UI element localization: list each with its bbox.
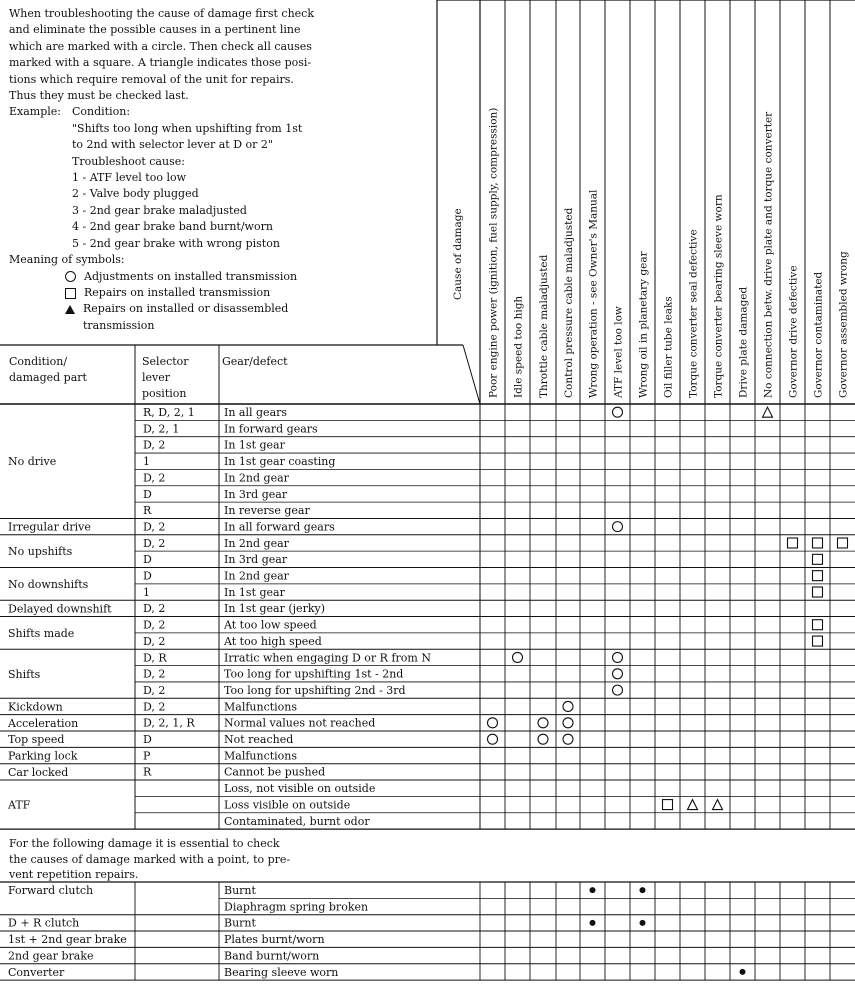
gear-defect: Burnt — [224, 916, 256, 930]
condition-label: Kickdown — [8, 700, 63, 714]
circle-mark — [563, 734, 573, 744]
condition-text: "Shifts too long when upshifting from 1st to 2nd with selector lever at D or 2" — [72, 121, 303, 152]
cause-label: Wrong oil in planetary gear — [637, 251, 650, 398]
dot-mark — [590, 887, 596, 893]
cause-label: Torque converter bearing sleeve worn — [712, 194, 725, 398]
selector-position: D — [143, 569, 152, 583]
dot-mark — [640, 920, 646, 926]
cause-label: Governor contaminated — [812, 271, 825, 398]
gear-defect: In 1st gear — [224, 585, 285, 599]
cause-label: No connection betw. drive plate and torque converter — [762, 111, 775, 398]
selector-position: R — [143, 765, 152, 779]
example-cause: 4 - 2nd gear brake band burnt/worn — [72, 220, 273, 234]
condition-label: Shifts made — [8, 626, 75, 640]
gear-defect: Normal values not reached — [224, 716, 376, 730]
square-mark — [813, 571, 823, 581]
selector-position: D, 2 — [143, 618, 166, 632]
selector-position: D, 2 — [143, 520, 166, 534]
cause-label: Oil filler tube leaks — [662, 296, 675, 398]
square-mark — [663, 800, 673, 810]
gear-defect: In 1st gear — [224, 438, 285, 452]
square-mark — [813, 554, 823, 564]
condition-label: Delayed downshift — [8, 602, 112, 616]
selector-position: D, 2 — [143, 536, 166, 550]
cause-label: Poor engine power (ignition, fuel supply, compression) — [487, 107, 500, 398]
selector-position: D, 2 — [143, 634, 166, 648]
cause-label: Governor assembled wrong — [837, 251, 850, 398]
selector-position: D, 2 — [143, 438, 166, 452]
condition-label: No upshifts — [8, 545, 73, 559]
selector-position: D, 2 — [143, 700, 166, 714]
circle-mark — [513, 652, 523, 662]
circle-mark — [613, 652, 623, 662]
triangle-mark — [713, 800, 723, 810]
selector-position: D — [143, 553, 152, 567]
square-mark — [813, 587, 823, 597]
condition-label: Shifts — [8, 667, 41, 681]
symbol-label: Repairs on installed or disassembled transmission — [83, 302, 289, 332]
example-cause: 3 - 2nd gear brake maladjusted — [72, 203, 247, 217]
dot-mark — [740, 969, 746, 975]
selector-position: D, R — [143, 651, 167, 665]
circle-mark — [488, 718, 498, 728]
gear-defect: Irratic when engaging D or R from N — [224, 651, 431, 665]
condition-label: Condition: — [72, 105, 131, 119]
circle-mark — [613, 522, 623, 532]
example-cause: 1 - ATF level too low — [72, 171, 187, 185]
condition-header: Condition/ damaged part — [9, 355, 87, 384]
damaged-part-label: 2nd gear brake — [8, 949, 94, 963]
dot-mark — [640, 887, 646, 893]
circle-mark — [538, 718, 548, 728]
gear-defect: Bearing sleeve worn — [224, 965, 339, 979]
gear-header: Gear/defect — [222, 355, 288, 368]
gear-defect: In reverse gear — [224, 504, 310, 518]
square-mark — [788, 538, 798, 548]
gear-defect: Loss, not visible on outside — [224, 782, 376, 796]
gear-defect: In 2nd gear — [224, 471, 289, 485]
gear-defect: Plates burnt/worn — [224, 933, 325, 947]
cause-label: Idle speed too high — [512, 295, 525, 398]
selector-position: 1 — [143, 455, 150, 469]
selector-position: D — [143, 487, 152, 501]
cause-label: Governor drive defective — [787, 265, 800, 398]
causes-header: Cause of damage — [452, 208, 464, 300]
selector-position: R — [143, 504, 152, 518]
condition-label: No drive — [8, 455, 57, 469]
instructions-paragraph: When troubleshooting the cause of damage first check and eliminate the possible causes in a pertinent line which are marked with a circle. Then check all causes marked with a square. A triangle indicates those posi- tions which require removal of the unit for repairs. Thus they must be checked last. — [9, 7, 315, 103]
damaged-part-label: 1st + 2nd gear brake — [8, 933, 127, 947]
square-mark — [813, 636, 823, 646]
circle-mark — [563, 718, 573, 728]
selector-position: D, 2 — [143, 602, 166, 616]
gear-defect: Too long for upshifting 2nd - 3rd — [224, 683, 406, 697]
circle-mark — [538, 734, 548, 744]
header-diagonal — [463, 345, 480, 404]
condition-label: ATF — [8, 798, 31, 812]
selector-position: D, 2, 1 — [143, 422, 180, 436]
symbol-label: Repairs on installed transmission — [84, 285, 271, 299]
cause-label: Wrong operation - see Owner's Manual — [587, 189, 600, 398]
circle-mark — [613, 669, 623, 679]
cause-label: Throttle cable maladjusted — [538, 254, 550, 398]
example-cause: 2 - Valve body plugged — [72, 187, 199, 201]
gear-defect: Not reached — [224, 733, 294, 746]
gear-defect: In all gears — [224, 406, 288, 419]
triangle-mark — [688, 800, 698, 810]
selector-position: 1 — [143, 585, 150, 599]
condition-label: Irregular drive — [8, 520, 91, 534]
example-label: Example: — [9, 105, 61, 119]
gear-defect: In 3rd gear — [224, 487, 288, 501]
damaged-part-label: Converter — [8, 965, 65, 979]
triangle-mark — [763, 407, 773, 417]
selector-position: D, 2 — [143, 471, 166, 485]
selector-position: R, D, 2, 1 — [143, 406, 195, 419]
gear-defect: In 2nd gear — [224, 569, 289, 583]
lower-note: For the following damage it is essential to check the causes of damage marked with a point, to pre- vent repetition repairs. — [9, 837, 291, 881]
condition-label: Car locked — [8, 765, 69, 779]
symbols-label: Meaning of symbols: — [9, 253, 125, 267]
circle-mark — [563, 701, 573, 711]
damaged-part-label: D + R clutch — [8, 916, 80, 930]
condition-label: No downshifts — [8, 577, 89, 591]
condition-label: Parking lock — [8, 749, 78, 763]
selector-position: D, 2, 1, R — [143, 716, 195, 730]
gear-defect: In 3rd gear — [224, 553, 288, 567]
damaged-part-label: Forward clutch — [8, 884, 94, 897]
gear-defect: Contaminated, burnt odor — [224, 814, 370, 828]
circle-mark — [613, 685, 623, 695]
gear-defect: Too long for upshifting 1st - 2nd — [224, 667, 404, 681]
gear-defect: In 1st gear (jerky) — [224, 602, 325, 616]
cause-label: Control pressure cable maladjusted — [563, 207, 575, 398]
gear-defect: Malfunctions — [224, 749, 298, 763]
square-mark — [838, 538, 848, 548]
selector-header: Selector lever position — [142, 355, 189, 400]
gear-defect: In forward gears — [224, 422, 318, 436]
gear-defect: Diaphragm spring broken — [224, 900, 369, 914]
selector-position: D, 2 — [143, 667, 166, 681]
gear-defect: In all forward gears — [224, 520, 335, 534]
gear-defect: In 1st gear coasting — [224, 455, 336, 469]
cause-label: Torque converter seal defective — [687, 229, 700, 398]
condition-label: Top speed — [8, 733, 65, 747]
cause-label: ATF level too low — [612, 306, 625, 398]
selector-position: D — [143, 733, 152, 746]
circle-mark — [613, 407, 623, 417]
gear-defect: Malfunctions — [224, 700, 298, 714]
example-cause: 5 - 2nd gear brake with wrong piston — [72, 236, 280, 250]
selector-position: P — [143, 749, 151, 763]
circle-mark — [488, 734, 498, 744]
gear-defect: Cannot be pushed — [224, 765, 326, 779]
gear-defect: At too low speed — [224, 618, 317, 632]
gear-defect: Loss visible on outside — [224, 798, 351, 812]
gear-defect: Band burnt/worn — [224, 949, 320, 963]
gear-defect: At too high speed — [224, 634, 322, 648]
symbol-label: Adjustments on installed transmission — [84, 269, 298, 283]
dot-mark — [590, 920, 596, 926]
condition-label: Acceleration — [8, 716, 79, 730]
cause-label: Drive plate damaged — [737, 286, 750, 398]
troubleshoot-label: Troubleshoot cause: — [72, 154, 185, 168]
gear-defect: In 2nd gear — [224, 536, 289, 550]
gear-defect: Burnt — [224, 884, 256, 897]
square-mark — [813, 620, 823, 630]
selector-position: D, 2 — [143, 683, 166, 697]
square-mark — [813, 538, 823, 548]
